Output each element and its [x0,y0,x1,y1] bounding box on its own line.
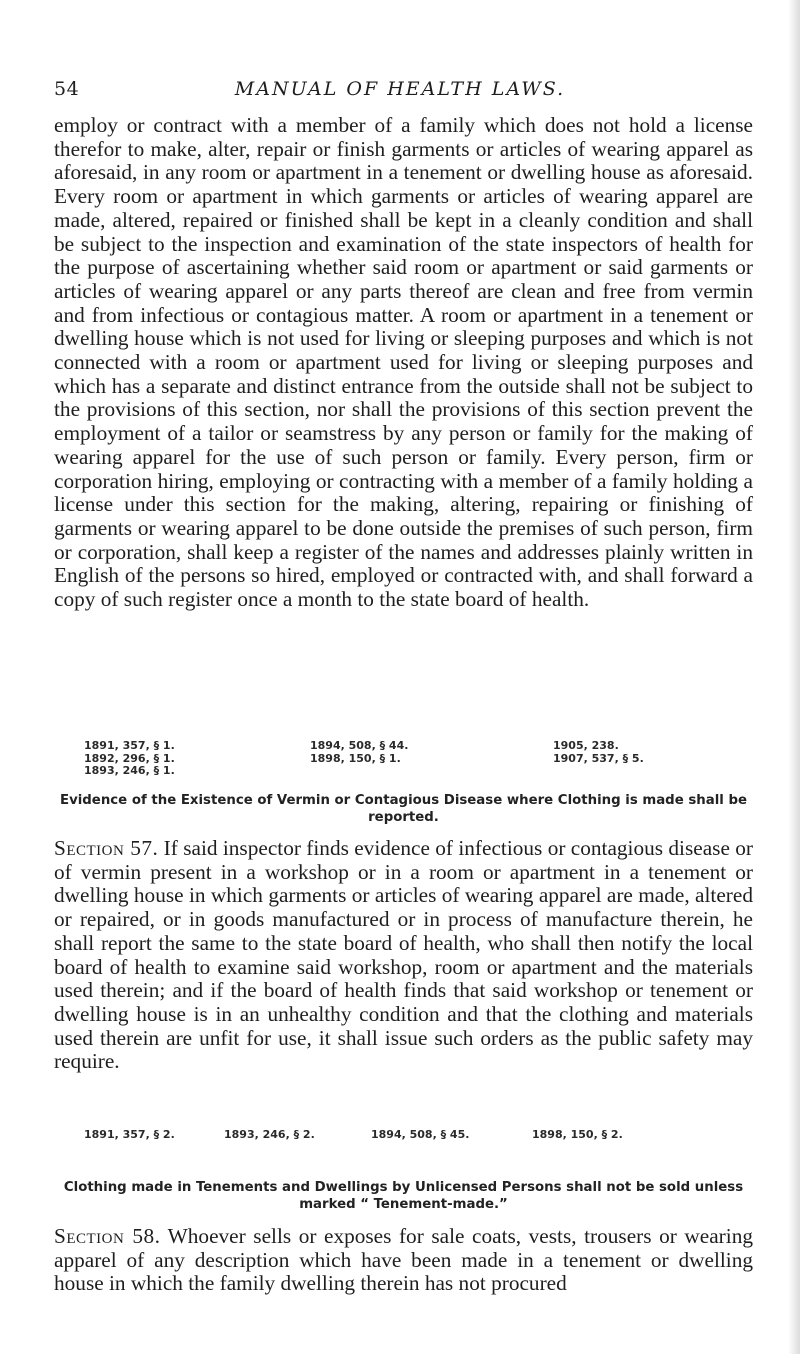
citation: 1898, 150, § 2. [532,1128,623,1141]
citation: 1894, 508, § 45. [371,1128,470,1141]
section-57-heading: Evidence of the Existence of Vermin or Contagious Disease where Clothing is made shall be reported. [59,793,747,825]
citation: 1898, 150, § 1. [310,751,401,765]
citation: 1905, 238. [553,739,619,752]
citation-row [84,740,744,753]
section-57-paragraph [54,837,753,1074]
citation: 1893, 246, § 2. [224,1128,315,1141]
section-58-paragraph [54,1225,753,1296]
citation: 1894, 508, § 44. [310,739,409,752]
citations-section-56 [84,740,744,778]
citation: 1892, 296, § 1. [84,751,175,765]
section-58-heading: Clothing made in Tenements and Dwellings by Unlicensed Persons shall not be sold unless marked “ Tenement-made.” [63,1180,744,1212]
running-head: MANUAL OF HEALTH LAWS. [234,78,566,100]
citations-section-57 [84,1129,744,1142]
section-58-body: Whoever sells or exposes for sale coats, vests, trousers or wearing apparel of any description which have been made in a tenement or dwelling house in which the family dwelling therein has not procured [54,1224,753,1296]
page-edge-shadow [788,0,800,1354]
section-57-body: If said inspector finds evidence of infectious or contagious disease or of vermin present in a workshop or in a room or apartment in a tenement or dwelling house in which garments or articles of wearing apparel are made, altered or repaired, or in goods manufactured or in process of manufacture therein, he shall report the same to the state board of health, who shall then notify the local board of health to examine said workshop, room or apartment and the materials used therein; and if the board of health finds that said workshop or tenement or dwelling house is in an unhealthy condition and that the clothing and materials used therein are unfit for use, it shall issue such orders as the public safety may require. [54,836,753,1074]
page-header [0,78,800,108]
citation-row [84,1129,744,1142]
page-number: 54 [54,78,80,100]
citation: 1893, 246, § 1. [84,764,175,777]
citation: 1907, 537, § 5. [553,751,644,765]
section-58-label: Section 58. [54,1224,161,1248]
section-57-label: Section 57. [54,836,159,860]
intro-paragraph: employ or contract with a member of a family which does not hold a license therefor to make, alter, repair or finish garments or articles of wearing apparel as aforesaid, in any room or apartment in a tenement or dwelling house as aforesaid. Every room or apartment in which garments or articles of wearing apparel are made, altered, repaired or finished shall be kept in a cleanly condition and shall be subject to the inspection and examination of the state inspectors of health for the purpose of ascertaining whether said room or apartment or said garments or articles of wearing apparel or any parts thereof are clean and free from vermin and from infectious or contagious matter. A room or apartment in a tenement or dwelling house which is not used for living or sleeping purposes and which is not connected with a room or apartment used for living or sleeping purposes and which has a separate and distinct entrance from the outside shall not be subject to the provisions of this section, nor shall the provisions of this section prevent the employment of a tailor or seamstress by any person or family for the making of wearing apparel for the use of such person or family. Every person, firm or corporation hiring, employing or contracting with a member of a family holding a license under this section for the making, altering, repairing or finishing of garments or wearing apparel to be done outside the premises of such person, firm or corporation, shall keep a register of the names and addresses plainly written in English of the persons so hired, employed or contracted with, and shall forward a copy of such register once a month to the state board of health. [54,113,753,612]
citation: 1891, 357, § 1. [84,739,175,752]
citation-row [84,765,744,778]
citation: 1891, 357, § 2. [84,1128,175,1141]
citation-row [84,753,744,766]
